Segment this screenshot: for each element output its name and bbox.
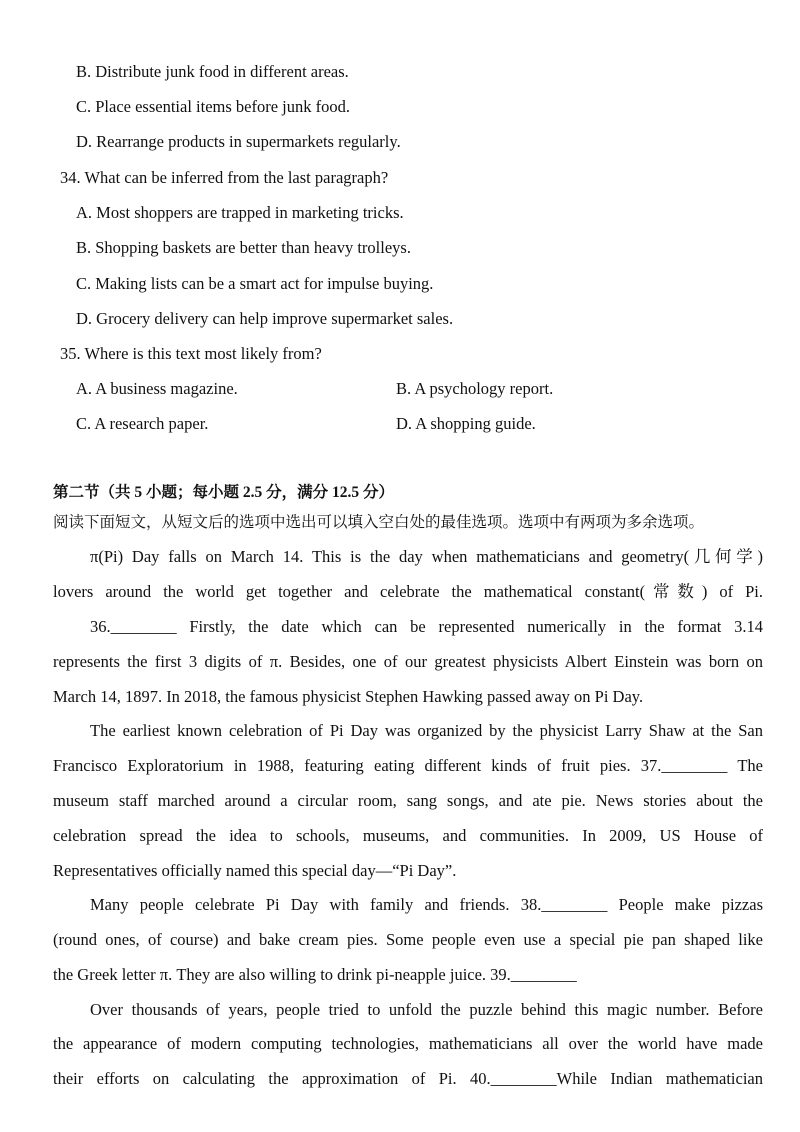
passage-line: 36.________ Firstly, the date which can be represented numerically in the format 3.14 (90, 617, 763, 636)
q33-option-d: D. Rearrange products in supermarkets regularly. (76, 132, 401, 151)
q35-option-d: D. A shopping guide. (396, 414, 536, 433)
passage-line: museum staff marched around a circular room, sang songs, and ate pie. News stories about the (53, 791, 763, 810)
passage-line: Representatives officially named this special day—“Pi Day”. (53, 861, 457, 880)
section-heading: 第二节（共 5 小题；每小题 2.5 分，满分 12.5 分） (53, 484, 395, 501)
q35-option-a: A. A business magazine. (76, 379, 238, 398)
passage-line: the appearance of modern computing technologies, mathematicians all over the world have made (53, 1034, 763, 1053)
passage-line: π(Pi) Day falls on March 14. This is the day when mathematicians and geometry(几何学) (90, 547, 763, 566)
passage-line: represents the first 3 digits of π. Besides, one of our greatest physicists Albert Einstein was born on (53, 652, 763, 671)
passage-line: The earliest known celebration of Pi Day was organized by the physicist Larry Shaw at the San (90, 721, 763, 740)
q34-option-d: D. Grocery delivery can help improve supermarket sales. (76, 309, 454, 328)
q34-question: 34. What can be inferred from the last paragraph? (60, 168, 389, 187)
q33-option-c: C. Place essential items before junk food. (76, 97, 351, 116)
section-instruction: 阅读下面短文，从短文后的选项中选出可以填入空白处的最佳选项。选项中有两项为多余选项。 (53, 514, 705, 531)
q34-option-c: C. Making lists can be a smart act for impulse buying. (76, 274, 434, 293)
passage-line: March 14, 1897. In 2018, the famous physicist Stephen Hawking passed away on Pi Day. (53, 687, 644, 706)
passage-line: celebration spread the idea to schools, museums, and communities. In 2009, US House of (53, 826, 763, 845)
q34-option-b: B. Shopping baskets are better than heavy trolleys. (76, 238, 411, 257)
passage-line: lovers around the world get together and celebrate the mathematical constant(常数) of Pi. (53, 582, 763, 601)
passage-line: their efforts on calculating the approximation of Pi. 40.________While Indian mathematician (53, 1069, 763, 1088)
q35-question: 35. Where is this text most likely from? (60, 344, 322, 363)
passage-line: Francisco Exploratorium in 1988, featuring eating different kinds of fruit pies. 37.________ The (53, 756, 763, 775)
q33-option-b: B. Distribute junk food in different areas. (76, 62, 349, 81)
passage-line: (round ones, of course) and bake cream pies. Some people even use a special pie pan shaped like (53, 930, 763, 949)
q34-option-a: A. Most shoppers are trapped in marketing tricks. (76, 203, 404, 222)
passage-line: the Greek letter π. They are also willing to drink pi-neapple juice. 39.________ (53, 965, 577, 984)
passage-line: Over thousands of years, people tried to unfold the puzzle behind this magic number. Before (90, 1000, 763, 1019)
passage-line: Many people celebrate Pi Day with family and friends. 38.________ People make pizzas (90, 895, 763, 914)
q35-option-b: B. A psychology report. (396, 379, 554, 398)
q35-option-c: C. A research paper. (76, 414, 209, 433)
